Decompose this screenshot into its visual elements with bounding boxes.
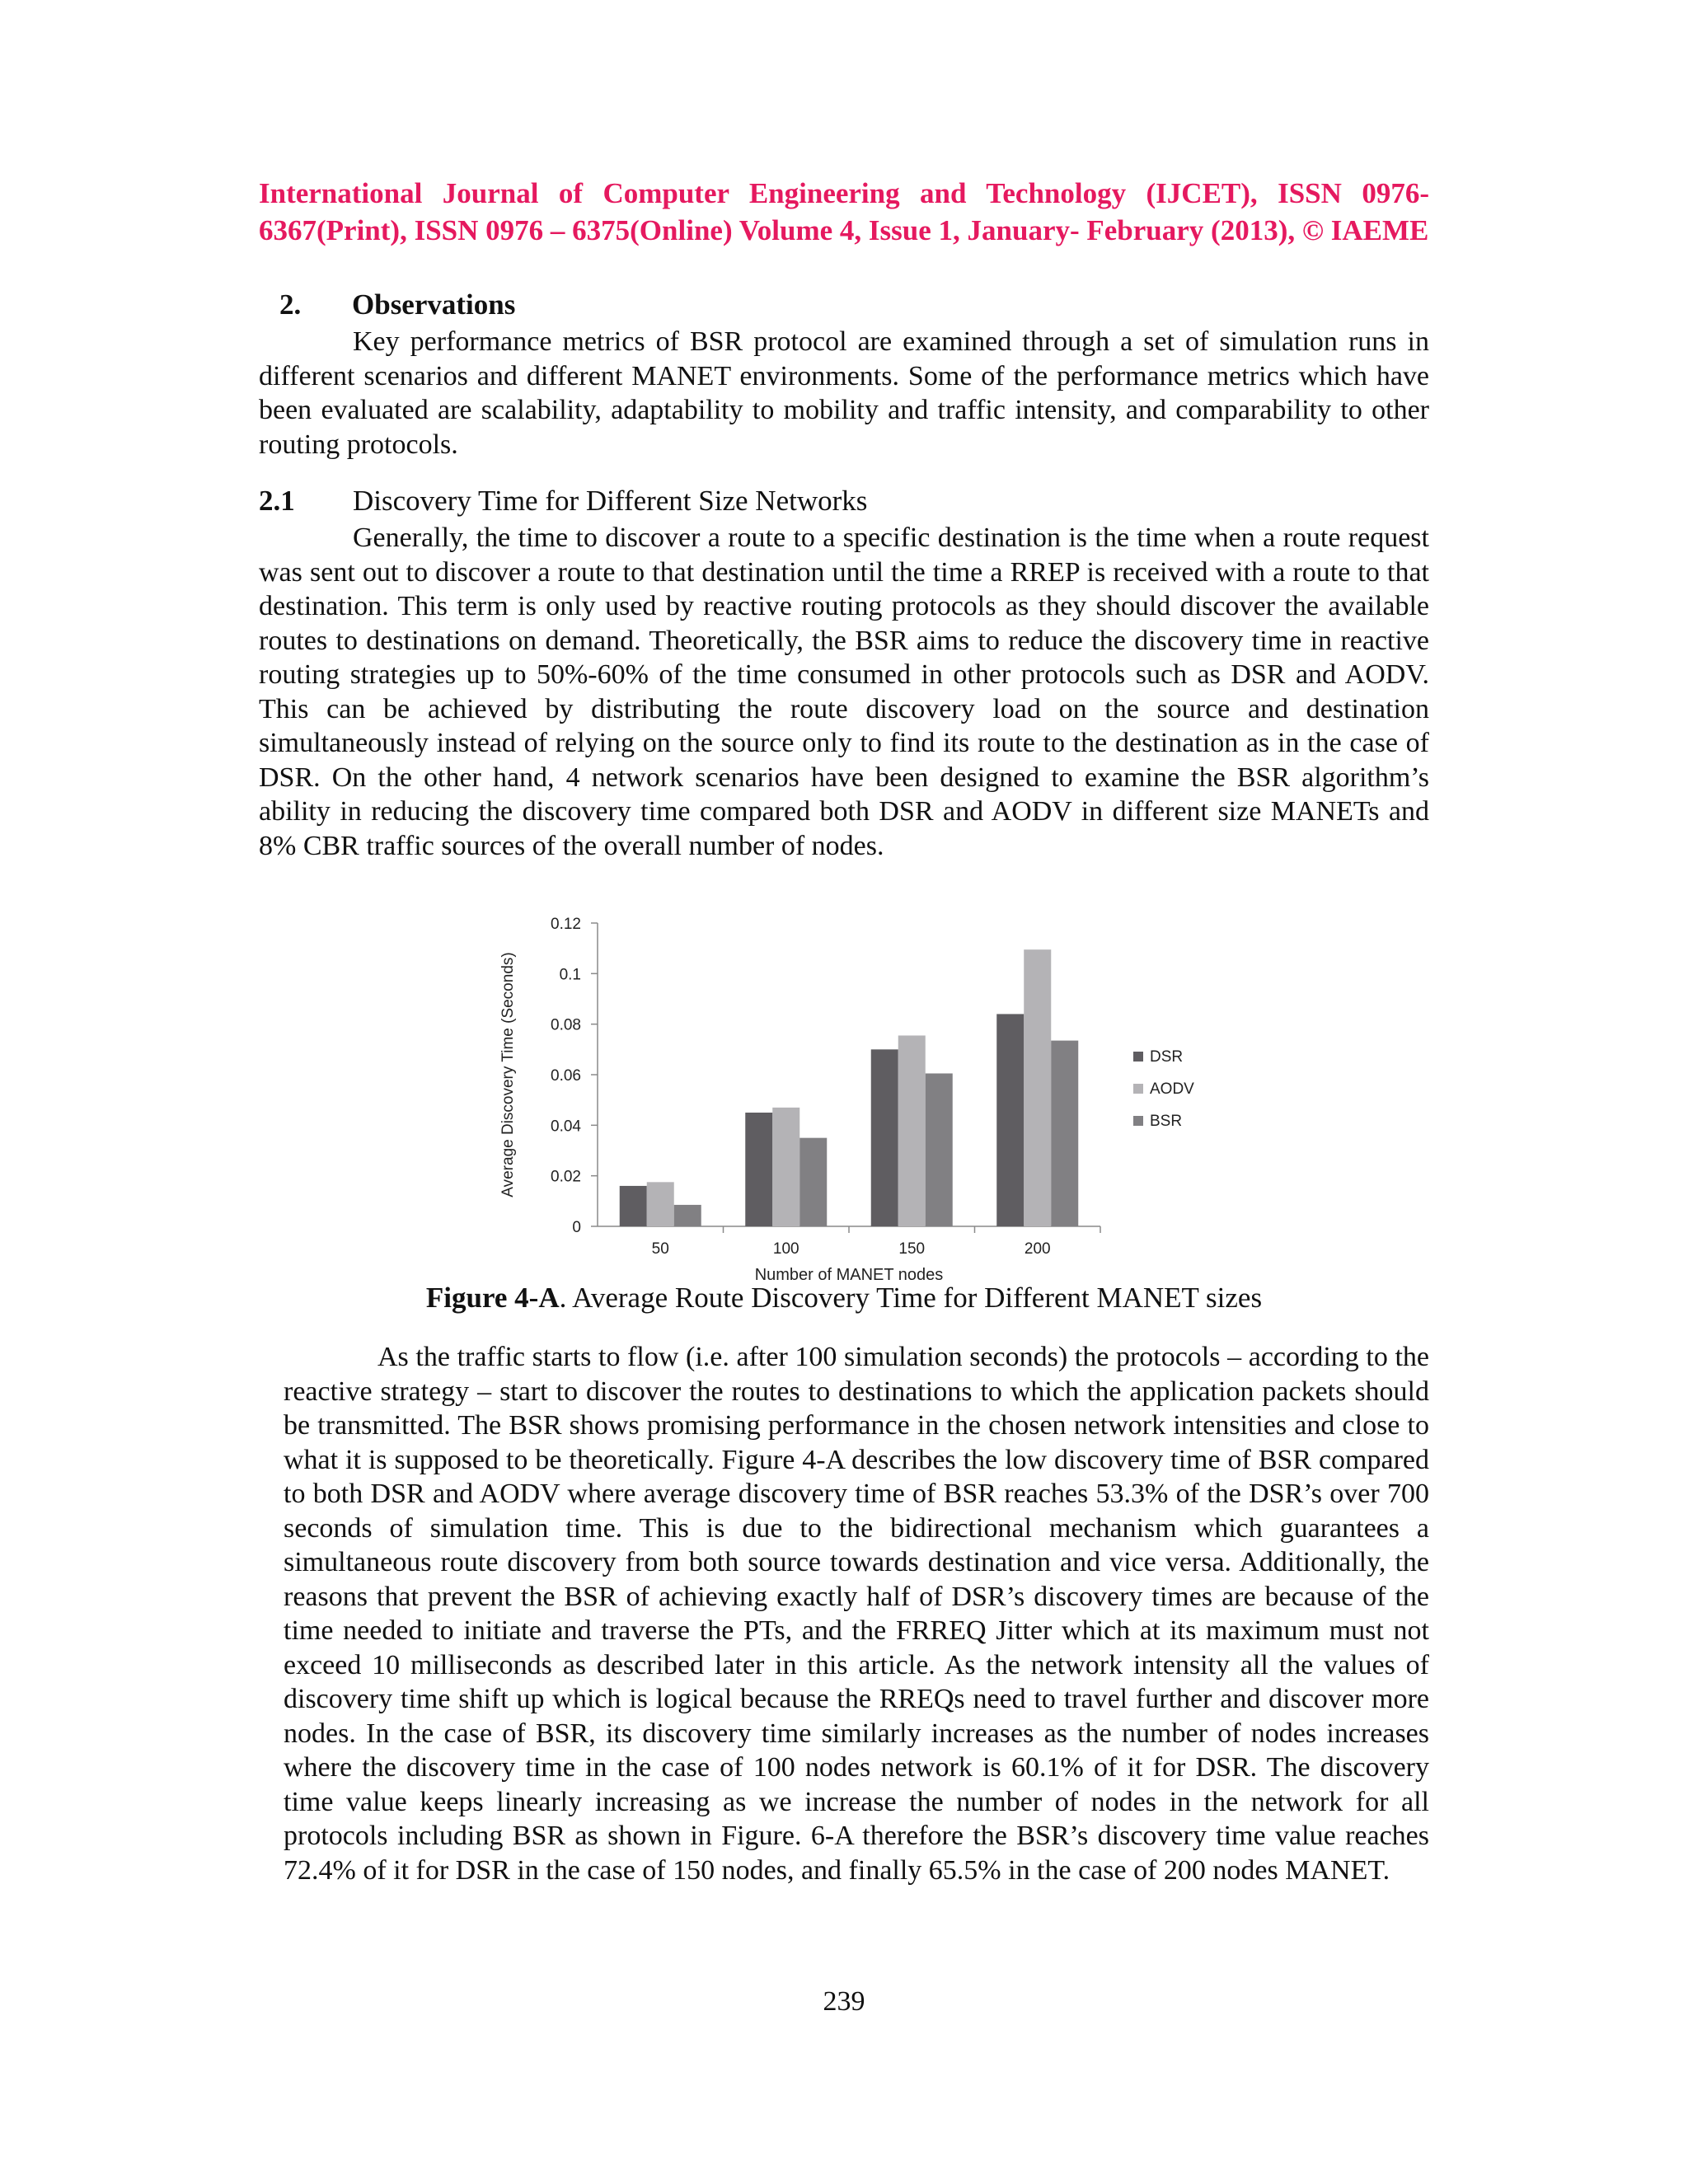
bar-bsr-150: [926, 1073, 953, 1226]
bar-bsr-50: [674, 1205, 701, 1226]
x-tick-label: 150: [898, 1240, 926, 1258]
y-tick-label: 0.1: [559, 966, 581, 984]
figure-caption-text: . Average Route Discovery Time for Different MANET sizes: [559, 1282, 1263, 1314]
observations-paragraph: Key performance metrics of BSR protocol are examined through a set of simulation runs in different scenarios and different MANET environments. Some of the performance metrics which have been evaluated are scalability, adaptability to mobility and traffic intensity, and comparability to other routing protocols.: [259, 326, 1429, 460]
bar-dsr-50: [620, 1186, 647, 1226]
chart-svg: [486, 907, 1228, 1286]
legend-label-bsr: BSR: [1150, 1113, 1183, 1130]
bar-aodv-200: [1024, 949, 1051, 1226]
y-tick-label: 0.12: [551, 916, 581, 933]
discovery-time-paragraph: Generally, the time to discover a route to a specific destination is the time when a route request was sent out to discover a route to that destination until the time a RREP is received with a route to that destination. This term is only used by reactive routing protocols as they should discover the available routes to destinations on demand. Theoretically, the BSR aims to reduce the discovery time in reactive routing strategies up to 50%-60% of the time consumed in other protocols such as DSR and AODV. This can be achieved by distributing the route discovery load on the source and destination simultaneously instead of relying on the source only to find its route to the destination as in the case of DSR. On the other hand, 4 network scenarios have been designed to examine the BSR algorithm’s ability in reducing the discovery time compared both DSR and AODV in different size MANETs and 8% CBR traffic sources of the overall number of nodes.: [259, 523, 1429, 861]
bar-dsr-100: [745, 1113, 772, 1226]
discussion-paragraph: As the traffic starts to flow (i.e. after 100 simulation seconds) the protocols – according to the reactive strategy – start to discover the routes to destinations to which the application packets should be transmitted. The BSR shows promising performance in the chosen network intensities and close to what it is supposed to be theoretically. Figure 4-A describes the low discovery time of BSR compared to both DSR and AODV where average discovery time of BSR reaches 53.3% of the DSR’s over 700 seconds of simulation time. This is due to the bidirectional mechanism which guarantees a simultaneous route discovery from both source towards destination and vice versa. Additionally, the reasons that prevent the BSR of achieving exactly half of DSR’s discovery times are because of the time needed to initiate and traverse the PTs, and the FRREQ Jitter which at its maximum must not exceed 10 milliseconds as described later in this article. As the network intensity all the values of discovery time shift up which is logical because the RREQs need to travel further and discover more nodes. In the case of BSR, its discovery time similarly increases as the number of nodes increases where the discovery time in the case of 100 nodes network is 60.1% of it for DSR. The discovery time value keeps linearly increasing as we increase the number of nodes in the network for all protocols including BSR as shown in Figure. 6-A therefore the BSR’s discovery time value reaches 72.4% of it for DSR in the case of 150 nodes, and finally 65.5% in the case of 200 nodes MANET.: [284, 1342, 1429, 1886]
bar-aodv-150: [898, 1035, 926, 1226]
discovery-time-chart: [486, 907, 1228, 1286]
journal-header: International Journal of Computer Engineering and Technology (IJCET), ISSN 0976-6367(Print), ISSN 0976 – 6375(Online) Volume 4, Issue 1, January- February (2013), © IAEME: [259, 177, 1429, 246]
legend-label-dsr: DSR: [1150, 1048, 1184, 1066]
bar-aodv-100: [772, 1108, 799, 1226]
bar-aodv-50: [647, 1182, 674, 1226]
legend-label-aodv: AODV: [1150, 1080, 1194, 1098]
subsection-heading: [259, 485, 867, 518]
y-tick-label: 0: [572, 1219, 581, 1236]
x-tick-label: 100: [772, 1240, 799, 1258]
x-tick-label: 200: [1024, 1240, 1051, 1258]
x-axis-label: Number of MANET nodes: [754, 1266, 944, 1284]
legend-swatch-aodv: [1133, 1084, 1143, 1094]
y-tick-label: 0.02: [551, 1168, 581, 1186]
legend-swatch-dsr: [1133, 1052, 1143, 1062]
figure-caption-label: Figure 4-A: [425, 1282, 560, 1314]
section-title: Observations: [352, 288, 516, 321]
x-tick-label: 50: [651, 1240, 669, 1258]
y-tick-label: 0.04: [551, 1118, 581, 1136]
y-axis-label: Average Discovery Time (Seconds): [499, 952, 517, 1197]
y-tick-label: 0.06: [551, 1067, 581, 1085]
bar-bsr-100: [799, 1138, 827, 1226]
subsection-title: Discovery Time for Different Size Networks: [353, 485, 868, 517]
legend-swatch-bsr: [1133, 1116, 1143, 1126]
section-number: 2.: [279, 288, 302, 321]
subsection-number: 2.1: [259, 485, 295, 517]
y-tick-label: 0.08: [551, 1016, 581, 1034]
page-number: 239: [823, 1986, 865, 2017]
bar-dsr-200: [996, 1014, 1024, 1226]
section-heading: [279, 288, 515, 321]
bar-bsr-200: [1051, 1041, 1078, 1226]
figure-caption: [0, 1282, 1688, 1315]
bar-dsr-150: [871, 1049, 898, 1226]
